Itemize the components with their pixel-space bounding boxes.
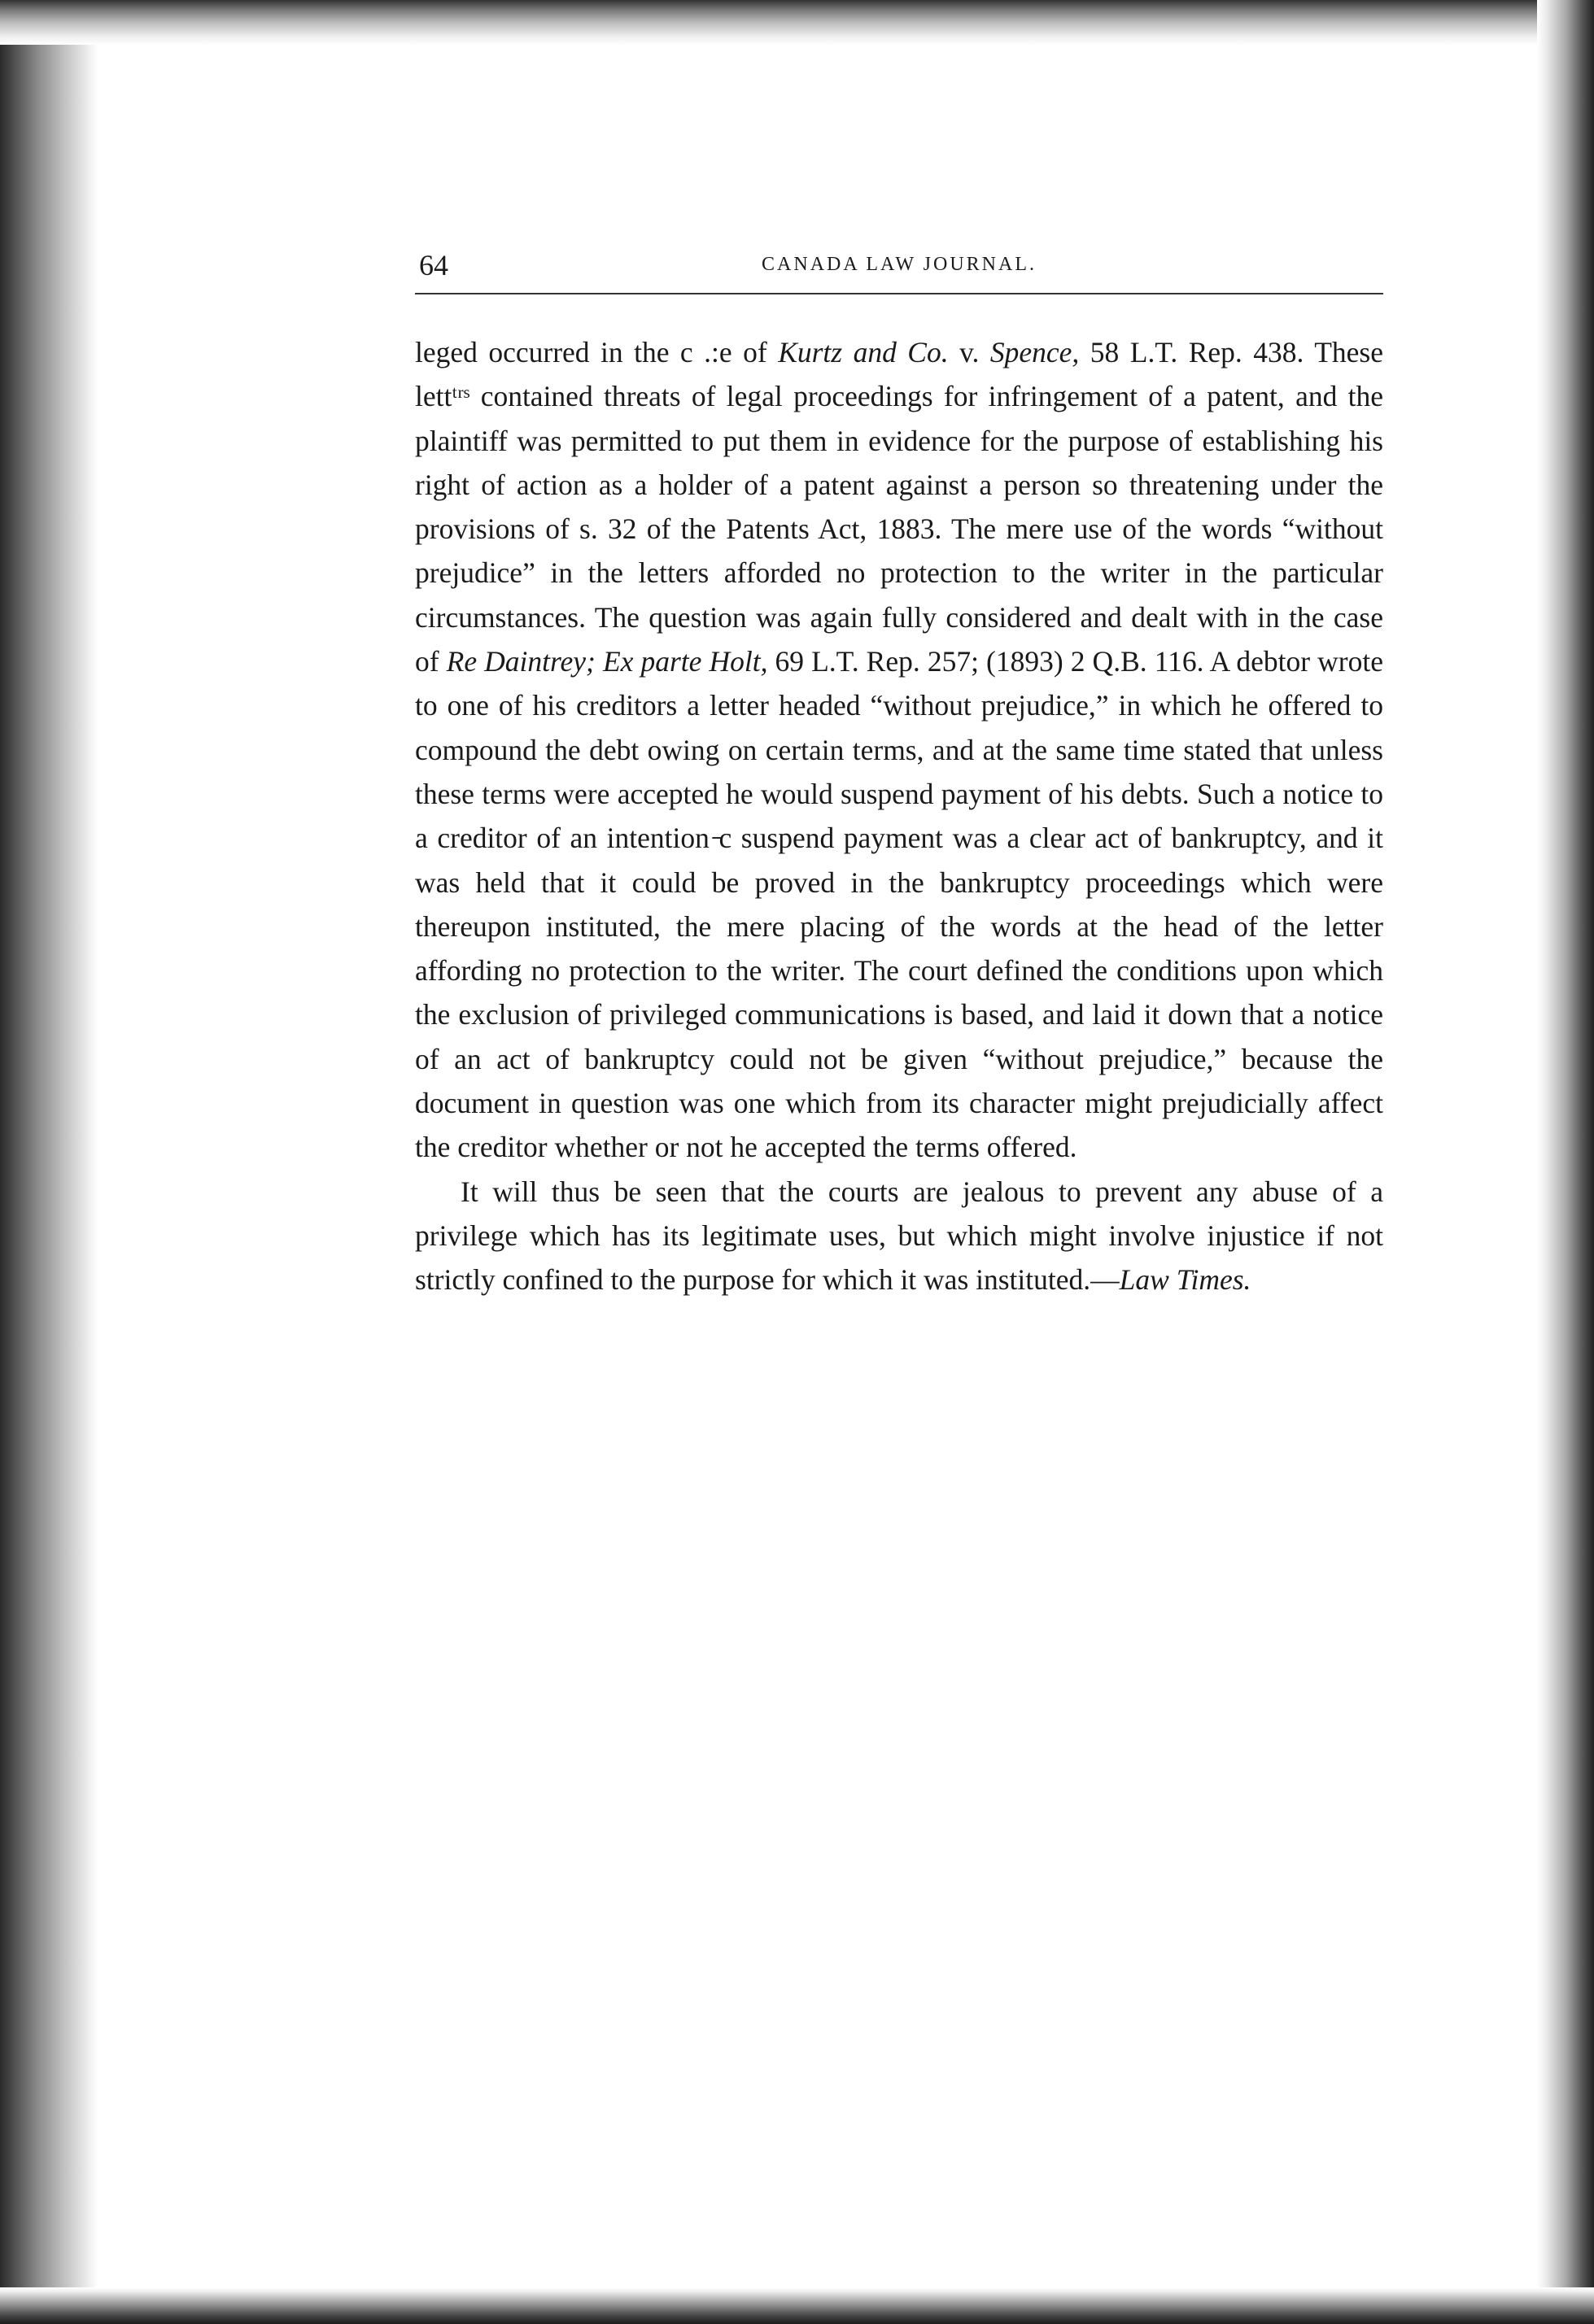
source-law-times: Law Times. xyxy=(1119,1263,1251,1297)
paragraph-1-part-g: 69 L.T. Rep. 257; (1893) 2 Q.B. 116. A debtor wrote to one of his creditors a letter headed “without prejudice,” in which he offered to compound the debt owing on certain terms, and at the same time stated that unless these terms were accepted he would suspend payment of his debts. Such a notice to a creditor of an intention ̵c suspend payment was a clear act of bankruptcy, and it was held that it could be proved in the bankruptcy proceedings which were thereupon instituted, the mere placing of the words at the head of the letter affording no protection to the writer. The court defined the conditions upon which the exclusion of privileged communications is based, and laid it down that a notice of an act of bankruptcy could not be given “without prejudice,” because the document in question was one which from its character might prejudicially affect the creditor whether or not he accepted the terms offered. xyxy=(415,645,1383,1164)
paragraph-1 xyxy=(415,330,1383,1170)
paragraph-2 xyxy=(415,1170,1383,1302)
paragraph-2-part-a: It will thus be seen that the courts are jealous to prevent any abuse of a privilege which has its legitimate uses, but which might involve injustice if not strictly confined to the purpose for which it was instituted.— xyxy=(415,1175,1383,1297)
page-number: 64 xyxy=(419,249,448,281)
paragraph-1-part-e: 58 L.T. Rep. 438. These lettᵗʳˢ contained threats of legal proceedings for infringement of a patent, and the plaintiff was permitted to put them in evidence for the purpose of establishing his right of action as a holder of a patent against a person so threatening under the provisions of s. 32 of the Patents Act, 1883. The mere use of the words “without prejudice” in the letters afforded no protection to the writer in the particular circumstances. The question was again fully considered and dealt with in the case of xyxy=(415,336,1383,678)
scan-edge-bottom xyxy=(0,2287,1594,2324)
case-name-daintrey: Re Daintrey; Ex parte Holt, xyxy=(446,645,768,678)
case-name-kurtz: Kurtz and Co. xyxy=(778,336,949,368)
scan-edge-top xyxy=(0,0,1594,45)
scan-edge-left xyxy=(0,0,98,2324)
article-body xyxy=(415,330,1383,1302)
running-head xyxy=(415,244,1383,294)
case-name-spence: Spence, xyxy=(989,336,1080,368)
journal-title: CANADA LAW JOURNAL. xyxy=(762,254,1037,275)
journal-page xyxy=(415,244,1383,1302)
paragraph-1-part-c: v. xyxy=(948,336,990,368)
scan-edge-right xyxy=(1537,0,1594,2324)
paragraph-1-part-a: leged occurred in the c .:e of xyxy=(415,336,779,368)
